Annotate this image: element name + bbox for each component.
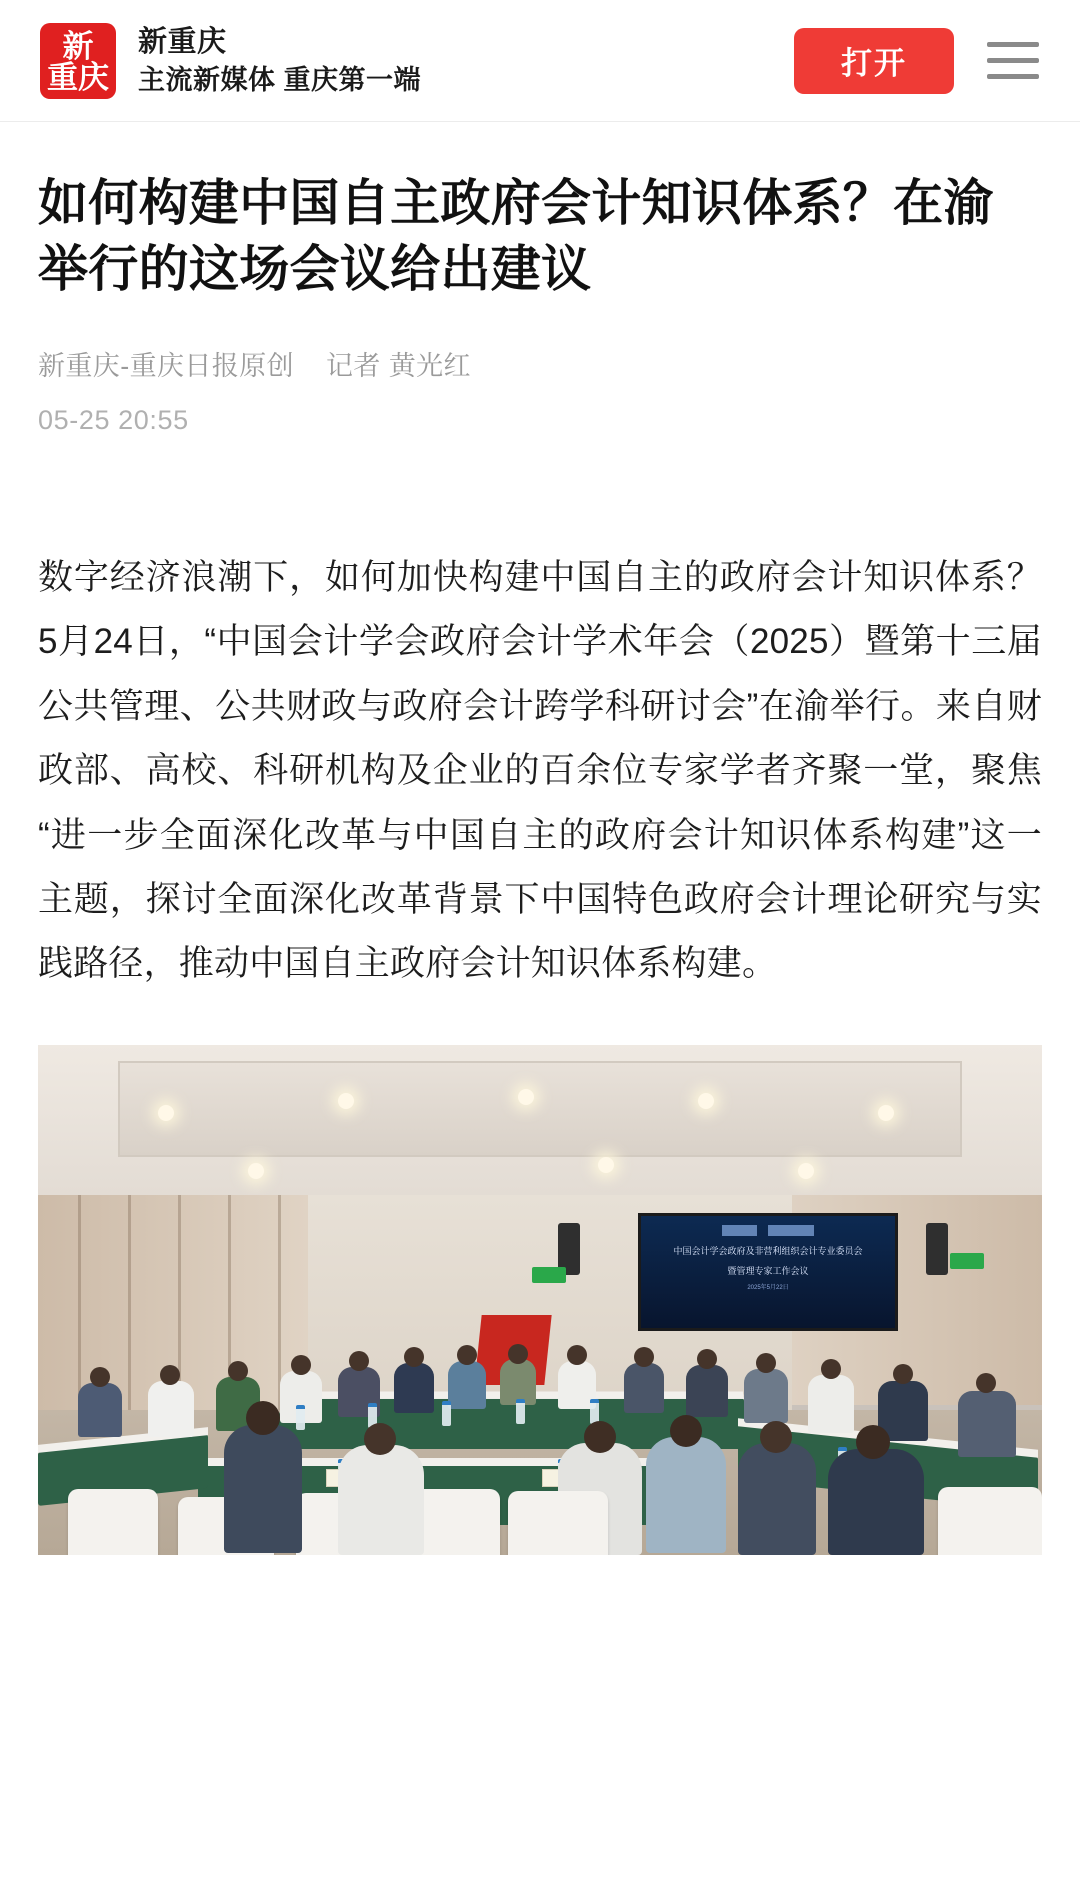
photo-exit-sign [950,1253,984,1269]
photo-person-head [246,1401,280,1435]
photo-exit-sign [532,1267,566,1283]
photo-scene [38,1045,1042,1555]
article-meta [38,344,1042,383]
article-container [0,122,1080,997]
photo-ceiling-light [158,1105,174,1121]
menu-line-2 [987,58,1039,63]
photo-ceiling-light [798,1163,814,1179]
photo-person [624,1363,664,1413]
photo-person-head [634,1347,654,1367]
photo-person-head [160,1365,180,1385]
photo-person [394,1363,434,1413]
photo-person [500,1359,536,1405]
photo-person-head [567,1345,587,1365]
brand-text [138,25,421,96]
photo-person-head [584,1421,616,1453]
photo-screen-logo [722,1225,814,1236]
photo-screen-line3: 2025年5月22日 [747,1284,789,1291]
article-timestamp: 05-25 20:55 [38,405,189,435]
photo-person-foreground [224,1425,302,1553]
photo-person-head [856,1425,890,1459]
photo-water-bottle [590,1399,599,1424]
photo-person [744,1369,788,1423]
photo-ceiling-inner [118,1061,961,1157]
photo-ceiling-light [598,1157,614,1173]
logo-glyph-bottom: 重庆 [47,59,109,96]
photo-person [808,1375,854,1433]
photo-person-foreground [738,1443,816,1555]
photo-person-foreground [828,1449,924,1555]
hamburger-menu-icon[interactable] [982,30,1044,92]
photo-chair [508,1491,608,1555]
photo-ceiling-light [698,1093,714,1109]
open-app-button[interactable]: 打开 [794,28,954,94]
photo-chair [938,1487,1042,1555]
page-title: 如何构建中国自主政府会计知识体系？在渝举行的这场会议给出建议 [38,175,994,297]
xinchongqing-logo[interactable] [40,23,116,99]
photo-person [958,1391,1016,1457]
article-source: 新重庆-重庆日报原创 [38,351,294,381]
photo-person-head [291,1355,311,1375]
photo-person-head [976,1373,996,1393]
photo-ceiling-light [518,1089,534,1105]
photo-ceiling-light [248,1163,264,1179]
photo-person-head [404,1347,424,1367]
photo-person-head [760,1421,792,1453]
photo-chair [68,1489,158,1555]
article-author: 记者 黄光红 [326,351,471,381]
photo-presentation-screen [638,1213,898,1331]
top-bar [0,0,1080,122]
photo-person-head [364,1423,396,1455]
photo-speaker [926,1223,948,1275]
photo-person [686,1365,728,1417]
photo-person-head [90,1367,110,1387]
photo-ceiling-light [878,1105,894,1121]
photo-person-head [697,1349,717,1369]
photo-person-head [756,1353,776,1373]
photo-person-head [821,1359,841,1379]
menu-line-1 [987,42,1039,47]
article-body: 数字经济浪潮下，如何加快构建中国自主的政府会计知识体系？5月24日，“中国会计学会政府会计学术年会（2025）暨第十三届公共管理、公共财政与政府会计跨学科研讨会”在渝举行。来自财政部、高校、科研机构及企业的百余位专家学者齐聚一堂，聚焦“进一步全面深化改革与中国自主的政府会计知识体系构建”这一主题，探讨全面深化改革背景下中国特色政府会计理论研究与实践路径，推动中国自主政府会计知识体系构建。 [38,558,1042,984]
photo-person [148,1381,194,1437]
photo-person-foreground [338,1445,424,1555]
photo-screen-line1: 中国会计学会政府及非营利组织会计专业委员会 [673,1245,863,1256]
photo-person-head [457,1345,477,1365]
photo-person-foreground [646,1437,726,1553]
photo-person [448,1361,486,1409]
conference-room-photo [38,1045,1042,1555]
photo-person-head [508,1344,528,1364]
photo-water-bottle [516,1399,525,1424]
photo-water-bottle [442,1401,451,1426]
photo-water-bottle [296,1405,305,1430]
photo-person-head [228,1361,248,1381]
brand-subtitle: 主流新媒体 重庆第一端 [138,64,422,95]
photo-person-head [893,1364,913,1384]
menu-line-3 [987,74,1039,79]
photo-screen-line2: 暨管理专家工作会议 [727,1265,809,1276]
brand-title: 新重庆 [138,25,227,58]
photo-person-head [349,1351,369,1371]
photo-person [78,1383,122,1437]
logo-glyph-top: 新 [62,28,94,65]
photo-person-head [670,1415,702,1447]
photo-ceiling-light [338,1093,354,1109]
